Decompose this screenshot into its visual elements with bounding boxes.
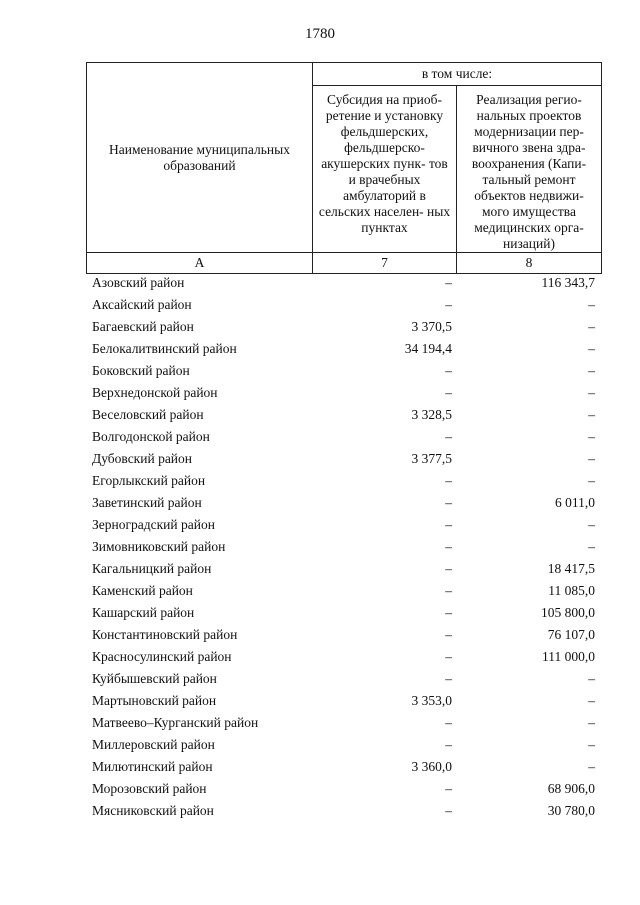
row-name: Каменский район: [92, 583, 193, 598]
row-col-8: –: [588, 539, 595, 554]
header-col-8: Реализация регио- нальных проектов модернизации пер- вичного звена здра- воохранения (Капи- тальный ремонт объектов недвижи- мого имущества медицинских орга- низаций): [457, 86, 602, 253]
header-index-7: 7: [313, 253, 457, 274]
row-col-7: –: [445, 737, 452, 752]
row-col-7: –: [445, 385, 452, 400]
row-name: Аксайский район: [92, 297, 192, 312]
row-col-7: 3 370,5: [411, 319, 452, 334]
table-body: [90, 272, 600, 822]
row-col-7: –: [445, 275, 452, 290]
row-name: Зимовниковский район: [92, 539, 226, 554]
row-col-7: –: [445, 517, 452, 532]
table-row: [90, 624, 600, 646]
table-row: [90, 536, 600, 558]
row-col-7: –: [445, 429, 452, 444]
row-name: Матвеево–Курганский район: [92, 715, 259, 730]
row-col-8: –: [588, 319, 595, 334]
row-col-7: –: [445, 649, 452, 664]
row-col-8: –: [588, 429, 595, 444]
table-row: [90, 426, 600, 448]
row-col-7: –: [445, 495, 452, 510]
row-col-7: –: [445, 627, 452, 642]
row-name: Веселовский район: [92, 407, 204, 422]
row-col-8: –: [588, 385, 595, 400]
row-name: Милютинский район: [92, 759, 213, 774]
row-col-8: 116 343,7: [541, 275, 595, 290]
row-col-7: 3 328,5: [411, 407, 452, 422]
row-col-7: –: [445, 803, 452, 818]
row-col-8: –: [588, 759, 595, 774]
row-col-8: –: [588, 517, 595, 532]
table-row: [90, 712, 600, 734]
row-col-8: 68 906,0: [547, 781, 595, 796]
table-row: [90, 558, 600, 580]
table-row: [90, 338, 600, 360]
row-name: Волгодонской район: [92, 429, 210, 444]
table-row: [90, 690, 600, 712]
header-group: в том числе:: [313, 63, 602, 86]
row-name: Куйбышевский район: [92, 671, 217, 686]
table-row: [90, 316, 600, 338]
table-row: [90, 492, 600, 514]
row-name: Азовский район: [92, 275, 185, 290]
row-col-8: –: [588, 341, 595, 356]
row-name: Верхнедонской район: [92, 385, 218, 400]
row-col-8: –: [588, 297, 595, 312]
header-col-7: Субсидия на приоб- ретение и установку фельдшерских, фельдшерско- акушерских пунк- тов и врачебных амбулаторий в сельских населен- ных пунктах: [313, 86, 457, 253]
row-name: Красносулинский район: [92, 649, 232, 664]
table-row: [90, 602, 600, 624]
row-name: Егорлыкский район: [92, 473, 206, 488]
row-col-7: –: [445, 605, 452, 620]
row-col-7: –: [445, 297, 452, 312]
row-name: Кагальницкий район: [92, 561, 212, 576]
table-row: [90, 448, 600, 470]
row-col-8: 18 417,5: [547, 561, 595, 576]
table-row: [90, 360, 600, 382]
row-name: Заветинский район: [92, 495, 202, 510]
row-col-7: –: [445, 539, 452, 554]
row-col-8: 105 800,0: [541, 605, 595, 620]
table-row: [90, 756, 600, 778]
row-col-8: 76 107,0: [547, 627, 595, 642]
row-col-7: 3 353,0: [411, 693, 452, 708]
row-col-7: –: [445, 671, 452, 686]
row-col-7: –: [445, 715, 452, 730]
row-name: Боковский район: [92, 363, 190, 378]
row-col-7: 34 194,4: [404, 341, 452, 356]
row-col-7: 3 360,0: [411, 759, 452, 774]
row-name: Мясниковский район: [92, 803, 214, 818]
table-row: [90, 580, 600, 602]
header-index-a: А: [87, 253, 313, 274]
table-header: [86, 62, 602, 274]
row-col-8: –: [588, 693, 595, 708]
row-name: Константиновский район: [92, 627, 238, 642]
row-name: Белокалитвинский район: [92, 341, 237, 356]
row-name: Зерноградский район: [92, 517, 215, 532]
row-name: Багаевский район: [92, 319, 194, 334]
row-col-8: 6 011,0: [555, 495, 595, 510]
table-row: [90, 404, 600, 426]
table-row: [90, 514, 600, 536]
table-row: [90, 470, 600, 492]
page-number: 1780: [305, 26, 335, 42]
table-row: [90, 272, 600, 294]
row-name: Морозовский район: [92, 781, 207, 796]
table-row: [90, 800, 600, 822]
row-col-8: 30 780,0: [547, 803, 595, 818]
row-col-8: –: [588, 737, 595, 752]
row-col-7: 3 377,5: [411, 451, 452, 466]
header-name-column: Наименование муниципальных образований: [87, 63, 313, 253]
row-col-8: –: [588, 473, 595, 488]
row-col-8: –: [588, 715, 595, 730]
table-row: [90, 294, 600, 316]
row-name: Кашарский район: [92, 605, 195, 620]
table-row: [90, 734, 600, 756]
table-row: [90, 646, 600, 668]
row-name: Мартыновский район: [92, 693, 217, 708]
row-col-7: –: [445, 781, 452, 796]
row-col-8: 111 000,0: [542, 649, 595, 664]
table-row: [90, 668, 600, 690]
row-col-8: –: [588, 451, 595, 466]
row-name: Дубовский район: [92, 451, 193, 466]
row-col-8: –: [588, 363, 595, 378]
row-col-8: –: [588, 671, 595, 686]
row-col-7: –: [445, 363, 452, 378]
table-row: [90, 778, 600, 800]
row-col-7: –: [445, 583, 452, 598]
header-index-8: 8: [457, 253, 602, 274]
row-col-7: –: [445, 561, 452, 576]
row-col-8: –: [588, 407, 595, 422]
table-row: [90, 382, 600, 404]
row-col-8: 11 085,0: [548, 583, 595, 598]
row-name: Миллеровский район: [92, 737, 215, 752]
row-col-7: –: [445, 473, 452, 488]
